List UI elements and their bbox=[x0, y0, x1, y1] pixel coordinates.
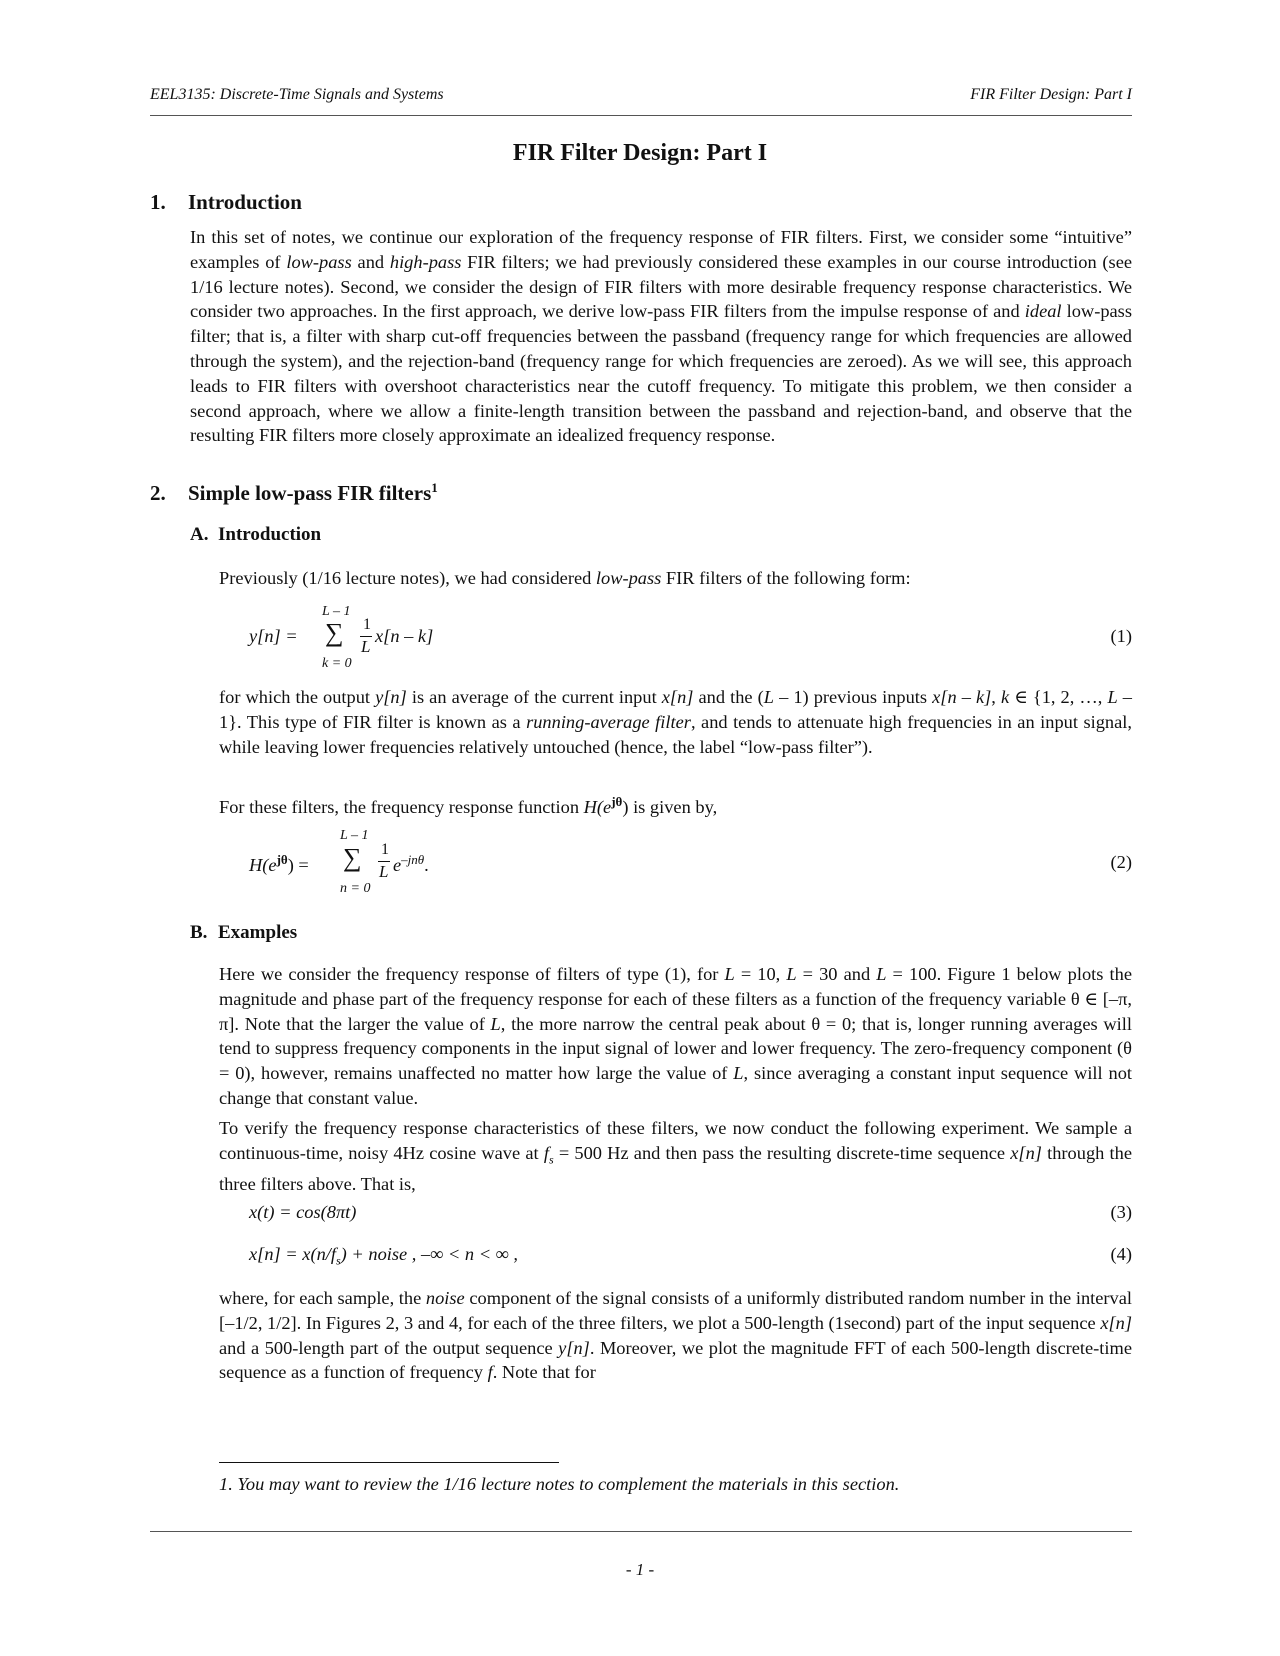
page-title: FIR Filter Design: Part I bbox=[512, 140, 768, 166]
subsection-b-paragraph-3: where, for each sample, the noise component of the signal consists of a uniformly distributed random number in the interval [–1/2, 1/2]. In Figures 2, 3 and 4, for each of the three filters, we plot a 500-length (1second) part of the input sequence x[n] and a 500-length part of the output sequence y[n]. Moreover, we plot the magnitude FFT of each 500-length discrete-time sequence as a function of frequency f. Note that for bbox=[219, 1288, 1132, 1383]
subsection-a-paragraph-1: Previously (1/16 lecture notes), we had considered low-pass FIR filters of the following form: bbox=[219, 568, 911, 588]
equation-number: (3) bbox=[1110, 1202, 1132, 1222]
equation-number: (4) bbox=[1110, 1244, 1132, 1264]
footnote-marker: 1 bbox=[431, 480, 438, 495]
subsection-a-paragraph-2: for which the output y[n] is an average of the current input x[n] and the (L – 1) previous inputs x[n – k], k ∈ {1, 2, …, L – 1}. This type of FIR filter is known as a running-average filter, and tends to attenuate high frequencies in an input signal, while leaving lower frequencies relatively untouched (hence, the label “low-pass filter”). bbox=[219, 687, 1132, 757]
equation-number: (1) bbox=[1110, 626, 1132, 646]
equation-number: (2) bbox=[1110, 852, 1132, 872]
page-number: - 1 - bbox=[625, 1560, 655, 1579]
subsection-b-paragraph-1: Here we consider the frequency response of filters of type (1), for L = 10, L = 30 and L = 100. Figure 1 below plots the magnitude and phase part of the frequency response for each of these filters as a function of the frequency variable θ ∈ [–π, π]. Note that the larger the value of L, the more narrow the central peak about θ = 0; that is, longer running averages will tend to suppress frequency components in the input signal of lower and lower frequency. The zero-frequency component (θ = 0), however, remains unaffected no matter how large the value of L, since averaging a constant input sequence will not change that constant value. bbox=[219, 964, 1132, 1108]
footer-rule bbox=[150, 1531, 1132, 1532]
section-2-heading bbox=[150, 480, 438, 506]
document-page: EEL3135: Discrete-Time Signals and Systems FIR Filter Design: Part I FIR Filter Design: Part I 1. Introduction In this set of notes, we continue our exploration of the frequency response of FIR filters. First, we consider some “intuitive” examples of low-pass and high-pass FIR filters; we had previously considered these examples in our course introduction (see 1/16 lecture notes). Second, we consider the design of FIR filters with more desirable frequency response characteristics. We consider two approaches. In the first approach, we derive low-pass FIR filters from the impulse response of and ideal low-pass filter; that is, a filter with sharp cut-off frequencies between the passband (frequency range for which frequencies are allowed through the system), and the rejection-band (frequency range for which frequencies are zeroed). As we will see, this approach leads to FIR filters with overshoot characteristics near the cutoff frequency. To mitigate this problem, we then consider a second approach, where we allow a finite-length transition between the passband and rejection-band, and observe that the resulting FIR filters more closely approximate an idealized frequency response. 2. Simple low-pass FIR filters$^1$ A. Introduction Previously (1/16 lecture notes), we had considered low-pass FIR filters of the following form: y[n] = L – 1 ∑ k = 0 1 L x[n – k] (1) for which the output y[n] is an average of the current input x[n] and the (L – 1) previous inputs x[n – k], k ∈ {1, 2, …, L – 1}. This type of FIR filter is known as a running-average filter, and tends to attenuate high frequencies in an input signal, while leaving lower frequencies relatively untouched (hence, the label “low-pass filter”). For these filters, the frequency response function $H(e^{j\theta})$ is given by, $H(e^{j\theta})$ = L – 1 ∑ n = 0 1 L $e^{-jn\theta}$. (2) B. Examples Here we consider the frequency response of filters of type (1), for L = 10, L = 30 and L = 100. Figure 1 below plots the magnitude and phase part of the frequency response for each of these filters as a function of the frequency variable θ ∈ [–π, π]. Note that the larger the value of L, the more narrow the central peak about θ = 0; that is, longer running averages will tend to suppress frequency components in the input signal of lower and lower frequency. The zero-frequency component (θ = 0), however, remains unaffected no matter how large the value of L, since averaging a constant input sequence will not change that constant value. To verify the frequency response characteristics of these filters, we now conduct the following experiment. We sample a continuous-time, noisy 4Hz cosine wave at $f_s = 500$ Hz and then pass the resulting discrete-time sequence x[n] through the three filters above. That is, x(t) = cos(8πt) (3) $x[n] = x(n/f_s)$ + noise , –∞ < n < ∞ , (4) where, for each sample, the noise component of the signal consists of a uniformly distributed random number in the interval [–1/2, 1/2]. In Figures 2, 3 and 4, for each of the three filters, we plot a 500-length (1second) part of the input sequence x[n] and a 500-length part of the output sequence y[n]. Moreover, we plot the magnitude FFT of each 500-length discrete-time sequence as a function of frequency f. Note that for 1. You may want to review the 1/16 lecture notes to complement the materials in this section. - 1 - bbox=[0, 0, 1280, 1656]
section-title: Introduction bbox=[188, 190, 302, 214]
section-1-heading bbox=[150, 190, 302, 215]
header-rule bbox=[150, 115, 1132, 116]
running-header-left: EEL3135: Discrete-Time Signals and Systems bbox=[150, 86, 444, 103]
footnote: 1. You may want to review the 1/16 lecture notes to complement the materials in this section. bbox=[219, 1474, 900, 1494]
footnote-rule bbox=[219, 1462, 559, 1463]
section-1-paragraph: In this set of notes, we continue our exploration of the frequency response of FIR filters. First, we consider some “intuitive” examples of low-pass and high-pass FIR filters; we had previously considered these examples in our course introduction (see 1/16 lecture notes). Second, we consider the design of FIR filters with more desirable frequency response characteristics. We consider two approaches. In the first approach, we derive low-pass FIR filters from the impulse response of and ideal low-pass filter; that is, a filter with sharp cut-off frequencies between the passband (frequency range for which frequencies are allowed through the system), and the rejection-band (frequency range for which frequencies are zeroed). As we will see, this approach leads to FIR filters with overshoot characteristics near the cutoff frequency. To mitigate this problem, we then consider a second approach, where we allow a finite-length transition between the passband and rejection-band, and observe that the resulting FIR filters more closely approximate an idealized frequency response. bbox=[190, 227, 1133, 446]
section-number: 2. bbox=[150, 481, 166, 505]
section-number: 1. bbox=[150, 190, 166, 214]
section-title: Simple low-pass FIR filters bbox=[188, 481, 432, 505]
subsection-b-paragraph-2: To verify the frequency response characteristics of these filters, we now conduct the following experiment. We sample a continuous-time, noisy 4Hz cosine wave at $f_s = 500$ Hz and then pass the resulting discrete-time sequence x[n] through the three filters above. That is, bbox=[219, 1118, 1133, 1195]
subsection-b-heading: B. Examples bbox=[190, 922, 298, 943]
running-header-right: FIR Filter Design: Part I bbox=[970, 86, 1132, 103]
subsection-a-paragraph-3: For these filters, the frequency response function $H(e^{j\theta})$ is given by, bbox=[219, 794, 718, 818]
subsection-a-heading: A. Introduction bbox=[190, 524, 322, 545]
